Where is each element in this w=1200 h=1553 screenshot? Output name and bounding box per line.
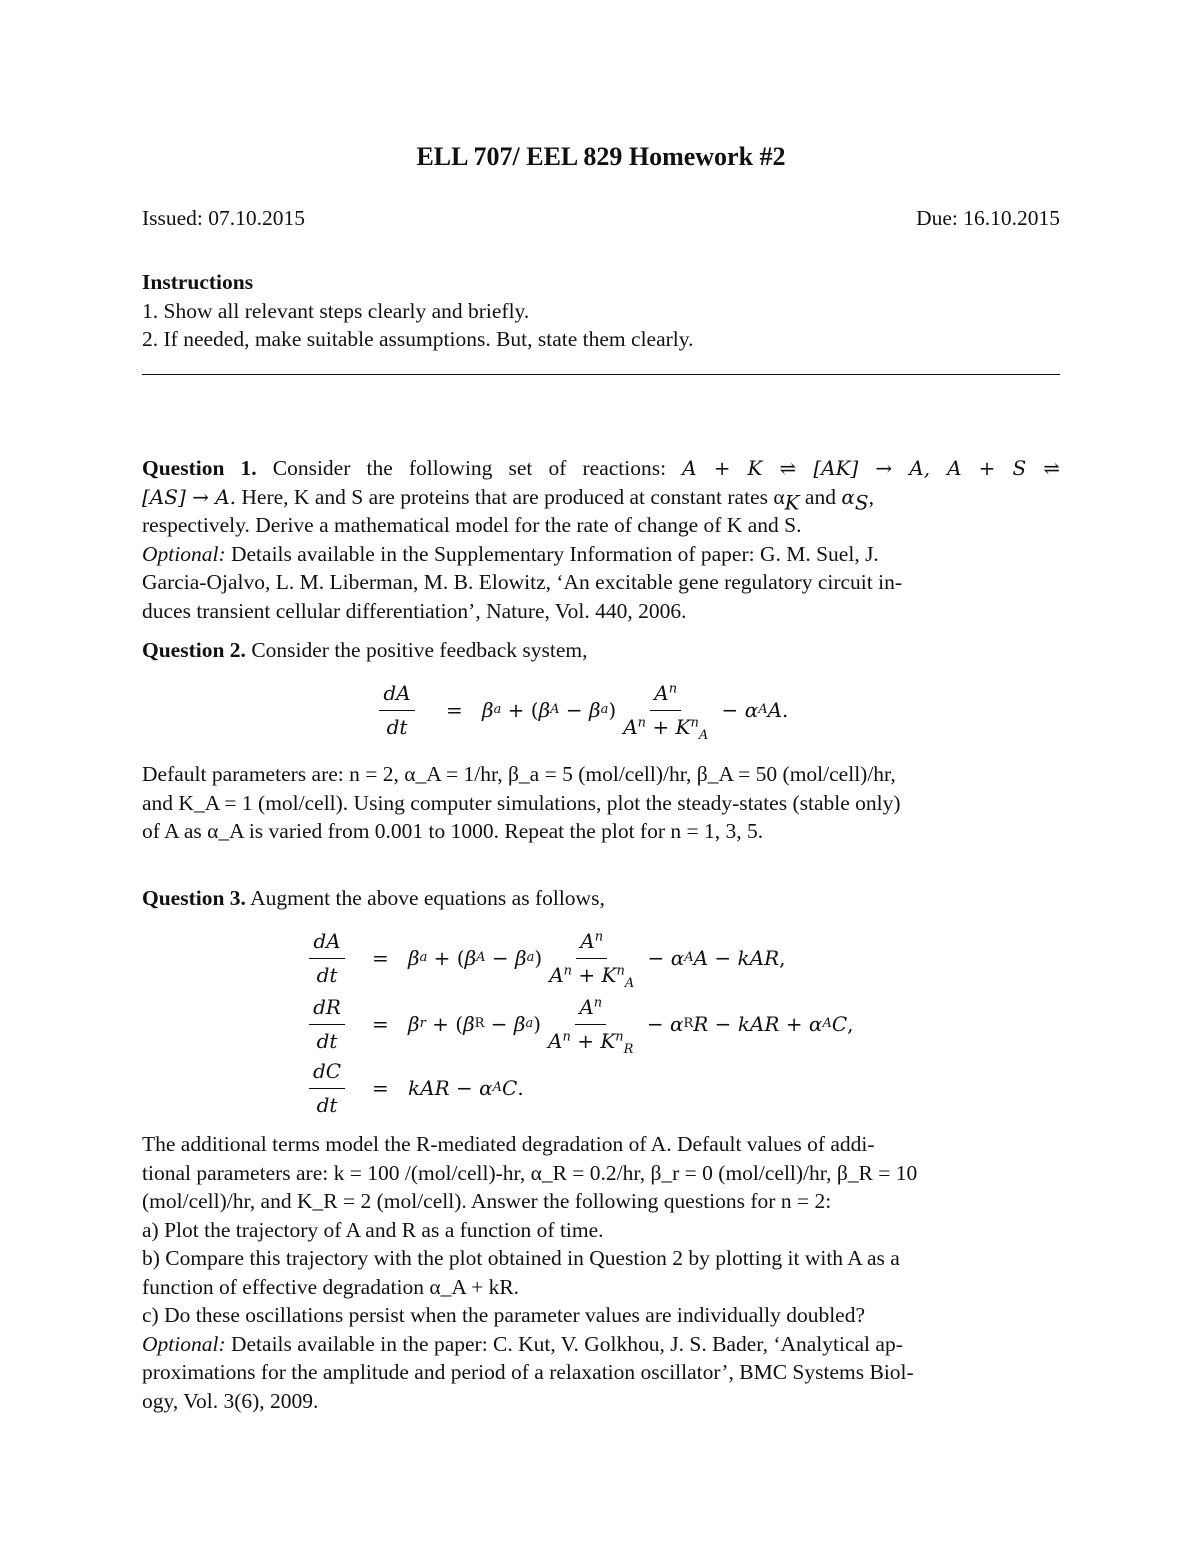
- question-1: Question 1. Consider the following set of reactions: A + K ⇌ [AK] → A, A + S ⇌ [AS] → A. Here, K and S are proteins that are produced at constant rates $\alpha_K$ and $\alpha_S$, respectively. Derive a mathematical model for the rate of change of K and S. Optional: Details available in the Supplementary Information of paper: G. M. Suel, J. Garcia-Ojalvo, L. M. Liberman, M. B. Elowitz, ‘An excitable gene regulatory circuit in- duces transient cellular differentiation’, Nature, Vol. 440, 2006.: [142, 454, 1060, 625]
- equation-dA: $\frac{dA}{dt}$ = β a + ( β A − β a ) $\frac{A^n}{A^n + K^n_A}$ − α A A .: [372, 680, 972, 740]
- instructions: [142, 268, 1060, 354]
- equation-3-dR: $\frac{dR}{dt}$ = β r + ( β R − β a ) $\frac{A^n}{A^n + K^n_R}$ − α R R − kAR + α A C ,: [302, 994, 1042, 1054]
- q2-label: Question 2.: [142, 638, 246, 662]
- issued-date: Issued: 07.10.2015: [142, 206, 306, 230]
- q3-optional-text-2: proximations for the amplitude and period of a relaxation oscillator’, BMC Systems Biol-: [142, 1360, 914, 1384]
- q1-reactions-1: A + K ⇌ [AK] → A, A + S ⇌: [682, 456, 1061, 480]
- due-date: Due: 16.10.2015: [916, 206, 1060, 230]
- q3-optional-label: Optional:: [142, 1331, 226, 1356]
- q3-optional-text-3: ogy, Vol. 3(6), 2009.: [142, 1388, 319, 1413]
- instruction-item: 1. Show all relevant steps clearly and briefly.: [142, 298, 530, 323]
- q1-optional-label: Optional:: [142, 541, 226, 566]
- q1-label: Question 1.: [142, 456, 257, 480]
- page-title: ELL 707/ EEL 829 Homework #2: [416, 142, 786, 171]
- q3-body: [142, 1130, 1060, 1415]
- q2-params: [142, 760, 1060, 846]
- q2-params-1: Default parameters are: n = 2, α_A = 1/hr, β_a = 5 (mol/cell)/hr, β_A = 50 (mol/cell)/hr,: [142, 762, 896, 786]
- q2-params-2: and K_A = 1 (mol/cell). Using computer simulations, plot the steady-states (stable only): [142, 790, 901, 815]
- q3-label: Question 3.: [142, 886, 246, 910]
- q3-p3: (mol/cell)/hr, and K_R = 2 (mol/cell). Answer the following questions for n = 2:: [142, 1189, 832, 1213]
- q3-p1: The additional terms model the R-mediated degradation of A. Default values of addi-: [142, 1132, 875, 1156]
- q1-reactions-2: [AS] → A.: [142, 484, 237, 509]
- q1-text-a: Consider the following set of reactions:: [272, 456, 667, 480]
- q1-text-b: Here, K and S are proteins that are produced at constant rates α: [241, 484, 785, 509]
- q1-text-c: respectively. Derive a mathematical model for the rate of change of K and S.: [142, 513, 802, 537]
- q3-b1: b) Compare this trajectory with the plot obtained in Question 2 by plotting it with A as a: [142, 1246, 900, 1270]
- equation-3-dC: $\frac{dC}{dt}$ = kAR − α A C .: [302, 1058, 1042, 1118]
- q3-b2: function of effective degradation α_A + kR.: [142, 1274, 520, 1299]
- question-2: [142, 636, 1060, 665]
- dates-row: [142, 204, 1060, 233]
- q1-optional-text-3: duces transient cellular differentiation’, Nature, Vol. 440, 2006.: [142, 598, 687, 623]
- divider: [142, 374, 1060, 375]
- q2-intro: Consider the positive feedback system,: [251, 638, 588, 662]
- q1-optional-text-1: Details available in the Supplementary Information of paper: G. M. Suel, J.: [230, 541, 879, 566]
- q3-c: c) Do these oscillations persist when the parameter values are individually doubled?: [142, 1303, 866, 1327]
- question-3: [142, 884, 1060, 913]
- q3-optional-text-1: Details available in the paper: C. Kut, V. Golkhou, J. S. Bader, ‘Analytical ap-: [230, 1331, 903, 1356]
- q2-params-3: of A as α_A is varied from 0.001 to 1000. Repeat the plot for n = 1, 3, 5.: [142, 819, 764, 843]
- instructions-heading: Instructions: [142, 270, 254, 294]
- q3-intro: Augment the above equations as follows,: [250, 886, 605, 910]
- q1-optional-text-2: Garcia-Ojalvo, L. M. Liberman, M. B. Elowitz, ‘An excitable gene regulatory circuit in-: [142, 570, 903, 594]
- q3-p2: tional parameters are: k = 100 /(mol/cell)-hr, α_R = 0.2/hr, β_r = 0 (mol/cell)/hr, β_R = 10: [142, 1160, 918, 1185]
- instruction-item: 2. If needed, make suitable assumptions. But, state them clearly.: [142, 327, 694, 351]
- q3-a: a) Plot the trajectory of A and R as a function of time.: [142, 1217, 604, 1242]
- equation-3-dA: $\frac{dA}{dt}$ = β a + ( β A − β a ) $\frac{A^n}{A^n + K^n_A}$ − α A A − kAR ,: [302, 928, 1042, 988]
